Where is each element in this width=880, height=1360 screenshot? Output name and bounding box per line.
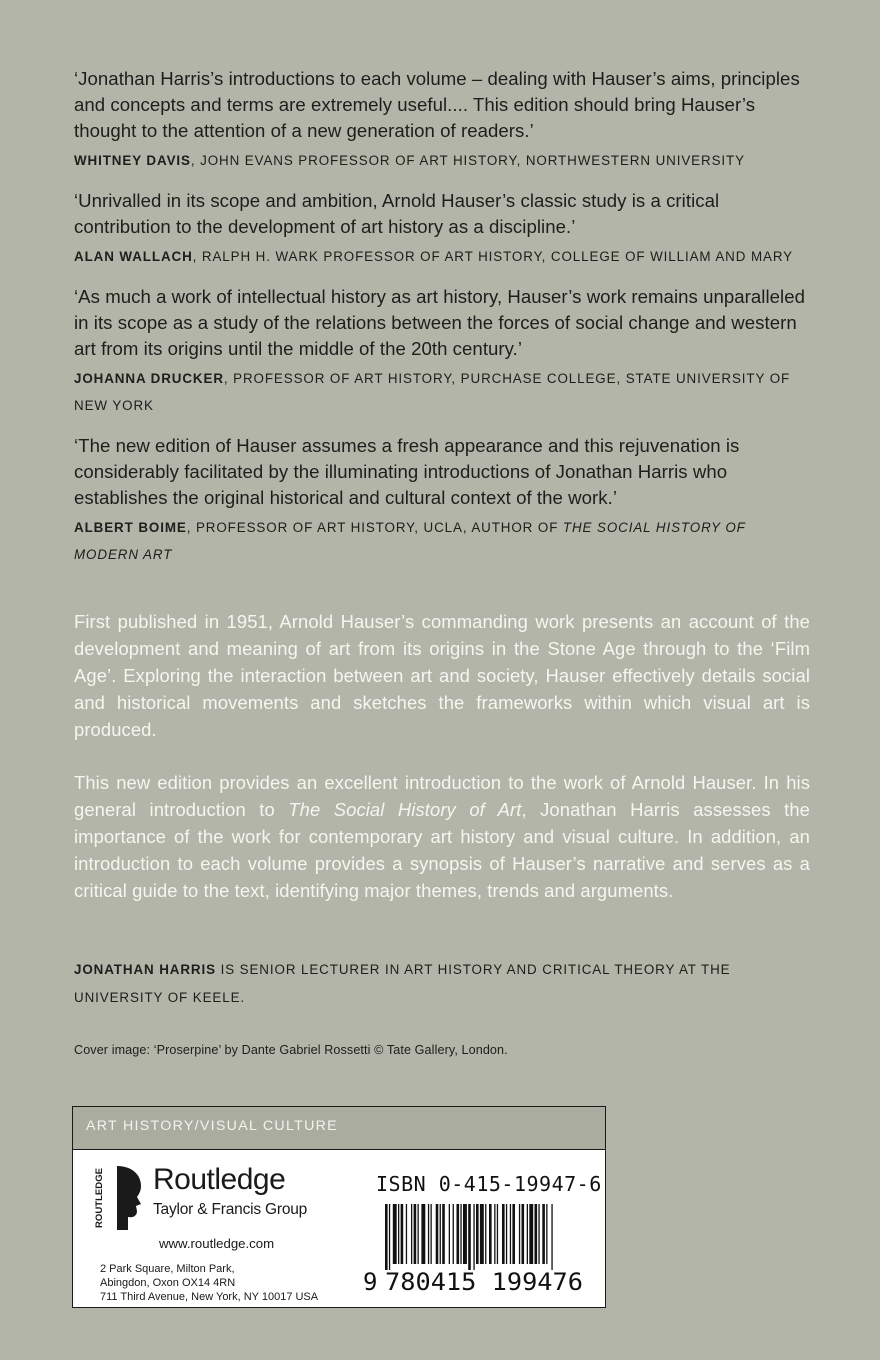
quote-affiliation: , JOHN EVANS PROFESSOR OF ART HISTORY, NORTHWESTERN UNIVERSITY xyxy=(190,153,745,168)
address-line: 2 Park Square, Milton Park, xyxy=(100,1263,235,1275)
barcode-bar xyxy=(480,1204,484,1264)
barcode-bar xyxy=(489,1204,492,1264)
barcode-bar xyxy=(546,1204,547,1264)
barcode-bar xyxy=(393,1204,397,1264)
quote-author: ALBERT BOIME xyxy=(74,520,187,535)
barcode-bar xyxy=(463,1204,467,1264)
barcode-digits: 780415 199476 xyxy=(385,1268,583,1296)
author-bio xyxy=(74,956,810,1012)
quote-text: ‘Jonathan Harris’s introductions to each volume – dealing with Hauser’s aims, principles and concepts and terms are extremely useful.... This edition should bring Hauser’s thought to the attention of a new generation of readers.’ xyxy=(74,68,800,141)
quotes-section xyxy=(74,66,810,582)
barcode-digit-first: 9 xyxy=(363,1268,378,1296)
barcode-bar xyxy=(398,1204,399,1264)
publisher-name: Routledge xyxy=(153,1163,286,1196)
barcode-bar xyxy=(522,1204,525,1264)
blurb-text-before: This new edition provides an excellent introduction to the work of Arnold Hauser. In his general introduction to xyxy=(74,772,810,820)
blurb-paragraph-1: First published in 1951, Arnold Hauser’s commanding work presents an account of the development and meaning of art from its origins in the Stone Age through to the ‘Film Age’. Exploring the interaction between art and society, Hauser effectively details social and historical movements and sketches the frameworks within which visual art is produced. xyxy=(74,611,810,740)
quote-3 xyxy=(74,284,810,419)
quote-1 xyxy=(74,66,810,174)
barcode-bar xyxy=(494,1204,495,1264)
barcode-bar xyxy=(421,1204,425,1264)
publisher-website: www.routledge.com xyxy=(159,1236,275,1251)
quote-author: JOHANNA DRUCKER xyxy=(74,371,224,386)
barcode-bar xyxy=(502,1204,505,1264)
quote-author: WHITNEY DAVIS xyxy=(74,153,191,168)
publisher-box xyxy=(72,1106,606,1308)
publisher-address xyxy=(100,1262,318,1304)
category-label: ART HISTORY/VISUAL CULTURE xyxy=(73,1107,605,1150)
barcode-bar xyxy=(519,1204,520,1264)
barcode-bar xyxy=(457,1204,460,1264)
address-line: Abingdon, Oxon OX14 4RN xyxy=(100,1277,236,1289)
quote-affiliation: , RALPH H. WARK PROFESSOR OF ART HISTORY, COLLEGE OF WILLIAM AND MARY xyxy=(192,249,793,264)
barcode-bar xyxy=(512,1204,515,1264)
author-name: JONATHAN HARRIS xyxy=(74,962,216,977)
barcode-bar xyxy=(538,1204,539,1264)
barcode-bar xyxy=(460,1204,461,1264)
quote-text: ‘The new edition of Hauser assumes a fresh appearance and this rejuvenation is considerably facilitated by the illuminating introductions of Jonathan Harris who establishes the original historical and cultural context of the work.’ xyxy=(74,435,740,508)
blurb-text-after: , Jonathan Harris assesses the importance of the work for contemporary art history and visual culture. In addition, an introduction to each volume provides a synopsis of Hauser’s narrative and serves as a critical guide to the text, identifying major themes, trends and arguments. xyxy=(74,799,810,901)
barcode-bar xyxy=(414,1204,417,1264)
barcode-bar xyxy=(527,1204,528,1264)
barcode-bar xyxy=(401,1204,404,1264)
barcode-bar xyxy=(473,1204,474,1270)
publisher-panel xyxy=(73,1150,605,1307)
barcode-bar xyxy=(529,1204,533,1264)
barcode-bar xyxy=(497,1204,498,1264)
routledge-head-icon xyxy=(94,1164,143,1232)
barcode-bar xyxy=(389,1204,390,1270)
isbn-label: ISBN 0-415-19947-6 xyxy=(376,1172,602,1196)
quote-2 xyxy=(74,188,810,270)
barcode-bar xyxy=(406,1204,407,1264)
barcode-bar xyxy=(418,1204,419,1264)
quote-attribution xyxy=(74,514,810,568)
quote-attribution xyxy=(74,147,810,174)
quote-affiliation: , PROFESSOR OF ART HISTORY, UCLA, AUTHOR OF xyxy=(186,520,563,535)
barcode-bar xyxy=(431,1204,432,1264)
quote-text: ‘As much a work of intellectual history as art history, Hauser’s work remains unparalleled in its scope as a study of the relations between the forces of social change and western art from its origins until the middle of the 20th century.’ xyxy=(74,286,805,359)
quote-author: ALAN WALLACH xyxy=(74,249,193,264)
barcode-bars xyxy=(385,1204,553,1270)
barcode-bar xyxy=(476,1204,479,1264)
barcode-bar xyxy=(428,1204,429,1264)
quote-affiliation: , PROFESSOR OF ART HISTORY, PURCHASE COLLEGE, STATE UNIVERSITY OF NEW YORK xyxy=(74,371,791,413)
barcode-bar xyxy=(440,1204,441,1264)
address-line: 711 Third Avenue, New York, NY 10017 USA xyxy=(100,1291,319,1303)
barcode-bar xyxy=(535,1204,538,1264)
barcode-bar xyxy=(453,1204,454,1264)
quote-4 xyxy=(74,433,810,568)
author-bio-text: IS SENIOR LECTURER IN ART HISTORY AND CRITICAL THEORY AT THE UNIVERSITY OF KEELE. xyxy=(74,962,731,1005)
barcode-bar xyxy=(506,1204,507,1264)
book-title: The Social History of Art xyxy=(288,799,522,820)
barcode-bar xyxy=(442,1204,445,1264)
barcode-bar xyxy=(551,1204,552,1270)
publisher-group: Taylor & Francis Group xyxy=(153,1201,308,1218)
blurb-paragraph-2 xyxy=(74,769,810,904)
barcode xyxy=(363,1204,595,1294)
quote-book-title: THE SOCIAL HISTORY OF MODERN ART xyxy=(74,520,746,562)
barcode-bar xyxy=(449,1204,450,1264)
quote-attribution xyxy=(74,243,810,270)
quote-text: ‘Unrivalled in its scope and ambition, Arnold Hauser’s classic study is a critical contribution to the development of art history as a discipline.’ xyxy=(74,190,720,237)
barcode-bar xyxy=(385,1204,388,1270)
barcode-bar xyxy=(485,1204,486,1264)
barcode-bar xyxy=(542,1204,545,1264)
logo-vertical-text: ROUTLEDGE xyxy=(94,1168,105,1228)
barcode-bar xyxy=(468,1204,471,1270)
barcode-bar xyxy=(510,1204,511,1264)
barcode-bar xyxy=(411,1204,412,1264)
cover-credit: Cover image: ‘Proserpine’ by Dante Gabriel Rossetti © Tate Gallery, London. xyxy=(74,1043,508,1057)
barcode-bar xyxy=(436,1204,439,1264)
quote-attribution xyxy=(74,365,810,419)
